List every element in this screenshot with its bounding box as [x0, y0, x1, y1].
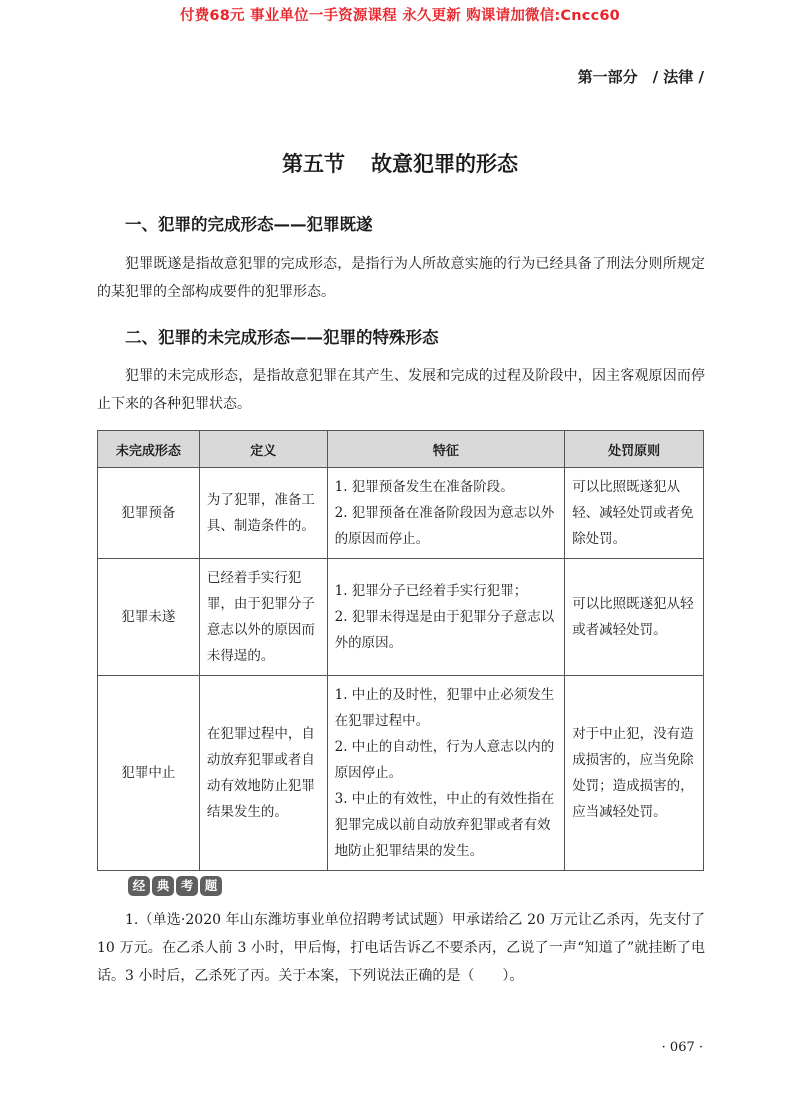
feature-item: 1. 犯罪预备发生在准备阶段。 [334, 479, 514, 495]
header-features: 特征 [327, 431, 565, 468]
badge-char: 题 [200, 876, 222, 896]
feature-item: 3. 中止的有效性，中止的有效性指在犯罪完成以前自动放弃犯罪或者有效地防止犯罪结果的发生。 [334, 791, 555, 859]
header-definition: 定义 [199, 431, 327, 468]
cell-form: 犯罪预备 [98, 468, 200, 559]
paragraph-incomplete-form: 犯罪的未完成形态，是指故意犯罪在其产生、发展和完成的过程及阶段中，因主客观原因而停止下来的各种犯罪状态。 [97, 368, 705, 412]
section-name: 故意犯罪的形态 [371, 152, 518, 176]
cell-definition: 已经着手实行犯罪，由于犯罪分子意志以外的原因而未得逞的。 [199, 559, 327, 676]
cell-features [327, 559, 565, 676]
page-number: · 067 · [661, 1040, 703, 1055]
feature-item: 2. 犯罪预备在准备阶段因为意志以外的原因而停止。 [334, 505, 555, 547]
cell-form: 犯罪中止 [98, 676, 200, 871]
table-row [98, 559, 704, 676]
promo-banner: 付费68元 事业单位一手资源课程 永久更新 购课请加微信:Cncc60 [180, 8, 620, 24]
feature-item: 1. 犯罪分子已经着手实行犯罪； [334, 583, 528, 599]
cell-features [327, 676, 565, 871]
exam-question: 1.（单选·2020 年山东潍坊事业单位招聘考试试题）甲承诺给乙 20 万元让乙杀丙，先支付了 10 万元。在乙杀人前 3 小时，甲后悔，打电话告诉乙不要杀丙，乙说了一声“知道了”就挂断了电话。3 小时后，乙杀死了丙。关于本案，下列说法正确的是（ ）。 [97, 912, 705, 984]
badge-char: 考 [176, 876, 198, 896]
section-title [0, 148, 800, 178]
heading-completed-form: 一、犯罪的完成形态——犯罪既遂 [125, 215, 373, 234]
classic-exam-badge [125, 876, 227, 896]
cell-definition: 为了犯罪，准备工具、制造条件的。 [199, 468, 327, 559]
feature-item: 2. 中止的自动性，行为人意志以内的原因停止。 [334, 739, 555, 781]
header-form: 未完成形态 [98, 431, 200, 468]
crime-forms-table [97, 430, 704, 871]
paragraph-completed-form: 犯罪既遂是指故意犯罪的完成形态，是指行为人所故意实施的行为已经具备了刑法分则所规定的某犯罪的全部构成要件的犯罪形态。 [97, 256, 705, 300]
cell-features [327, 468, 565, 559]
table-header-row [98, 431, 704, 468]
table-row [98, 676, 704, 871]
feature-item: 2. 犯罪未得逞是由于犯罪分子意志以外的原因。 [334, 609, 555, 651]
header-punishment: 处罚原则 [565, 431, 704, 468]
section-number: 第五节 [282, 152, 345, 176]
table-row [98, 468, 704, 559]
cell-form: 犯罪未遂 [98, 559, 200, 676]
cell-punishment: 对于中止犯，没有造成损害的，应当免除处罚；造成损害的，应当减轻处罚。 [565, 676, 704, 871]
heading-incomplete-form: 二、犯罪的未完成形态——犯罪的特殊形态 [125, 328, 439, 347]
part-header: 第一部分 / 法律 / [577, 68, 704, 86]
cell-definition: 在犯罪过程中，自动放弃犯罪或者自动有效地防止犯罪结果发生的。 [199, 676, 327, 871]
badge-char: 典 [152, 876, 174, 896]
cell-punishment: 可以比照既遂犯从轻、减轻处罚或者免除处罚。 [565, 468, 704, 559]
cell-punishment: 可以比照既遂犯从轻或者减轻处罚。 [565, 559, 704, 676]
feature-item: 1. 中止的及时性，犯罪中止必须发生在犯罪过程中。 [334, 687, 555, 729]
badge-char: 经 [128, 876, 150, 896]
